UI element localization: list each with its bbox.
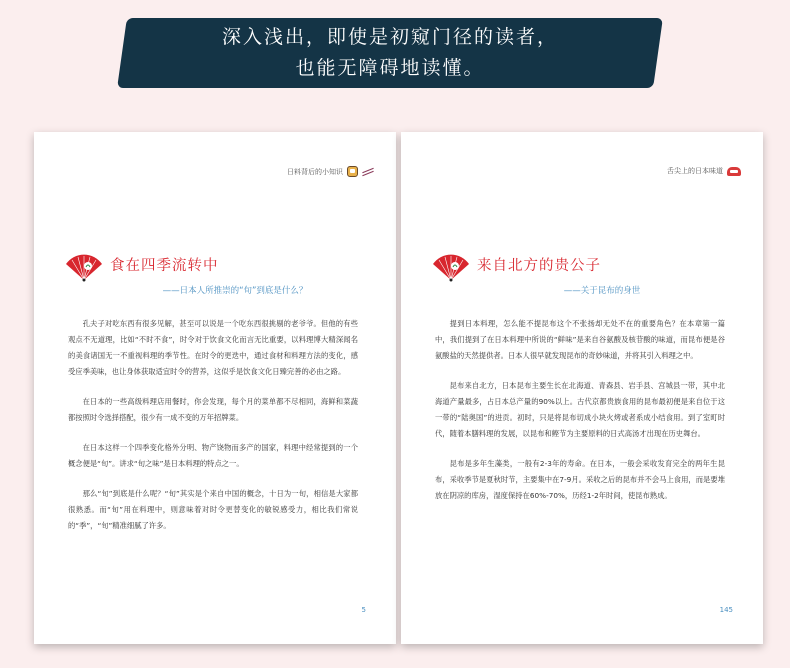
banner-line-1: 深入浅出，即使是初窥门径的读者，: [221, 26, 558, 48]
paragraph: 那么“旬”到底是什么呢？“旬”其实是个来自中国的概念，十日为一旬，相信是大家都很熟悉。而“旬”用在料理中，则意味着对时令更替变化的敏锐感受力，相比我们常说的“季”，“旬”精准细腻了许多。: [68, 489, 358, 530]
banner: [122, 22, 658, 84]
body-text: [68, 316, 358, 548]
chapter-subtitle: ——日本人所推崇的“旬”到底是什么？: [162, 286, 308, 296]
chapter-title: 来自北方的贵公子: [477, 258, 601, 274]
page-number: 145: [719, 606, 733, 614]
fan-icon: [64, 250, 104, 282]
running-head-text: 日料背后的小知识: [287, 167, 343, 176]
paragraph: 孔夫子对吃东西有很多见解，甚至可以说是一个吃东西很挑剔的老爷爷。但他的有些观点不无道理，比如“不时不食”，时令对于饮食文化而言无比重要，以料理博大精深闻名的美食诸国无一不重视料理的季节性。在时令的更迭中，通过食材和料理方法的变化，感受应季美味，也让身体获取适宜时令的营养，这似乎是饮食文化日臻完善的必由之路。: [68, 319, 358, 376]
paragraph: 在日本的一些高级料理店用餐时，你会发现，每个月的菜单都不尽相同，海鲜和菜蔬都按照时令选择搭配，很少有一成不变的万年招牌菜。: [68, 397, 358, 422]
paragraph: 昆布是多年生藻类，一般有2-3年的寿命。在日本，一般会采收发育完全的两年生昆布，采收季节是夏秋时节，主要集中在7-9月。采收之后的昆布并不会马上食用，而是要堆放在阴凉的库房，湿度保持在60%-70%，历经1-2年时间，使昆布熟成。: [435, 459, 725, 500]
fan-icon: [431, 250, 471, 282]
chapter-title: 食在四季流转中: [110, 258, 219, 274]
chapter-subtitle: ——关于昆布的身世: [563, 286, 641, 296]
paragraph: 在日本这样一个四季变化格外分明、物产饶物而多产的国家，料理中经常提到的一个概念便是“旬”。讲求“旬之味”是日本料理的特点之一。: [68, 443, 358, 468]
running-head-text: 舌尖上的日本味道: [667, 167, 723, 175]
paragraph: 提到日本料理，怎么能不提昆布这个不张扬却无处不在的重要角色？在本章第一篇中，我们提到了在日本料理中所说的“鲜味”是来自谷氨酸及核苷酸的味道，而昆布便是谷氨酸盐的天然提供者。日本人很早就发现昆布的奇妙味道，并将其引入料理之中。: [435, 319, 725, 360]
chopsticks-icon: [362, 167, 374, 177]
page-number: 5: [361, 606, 366, 614]
sushi-icon: [727, 167, 741, 176]
body-text: [435, 316, 725, 518]
running-head: [287, 166, 374, 177]
lunchbox-icon: [347, 166, 358, 177]
left-page: [34, 132, 396, 644]
banner-line-2: 也能无障碍地读懂。: [295, 57, 485, 79]
paragraph: 昆布来自北方，日本昆布主要生长在北海道、青森县、岩手县、宫城县一带，其中北海道产量最多，占日本总产量的90%以上。古代京都贵族食用的昆布最初便是来自位于这一带的“陆奥国”的进贡。初时，只是将昆布切成小块火烤或者系成小结食用。到了室町时代，随着本膳料理的发展，以昆布和鲣节为主要原料的日式高汤才出现在历史舞台。: [435, 381, 725, 438]
running-head: [667, 166, 741, 176]
right-page: [401, 132, 763, 644]
